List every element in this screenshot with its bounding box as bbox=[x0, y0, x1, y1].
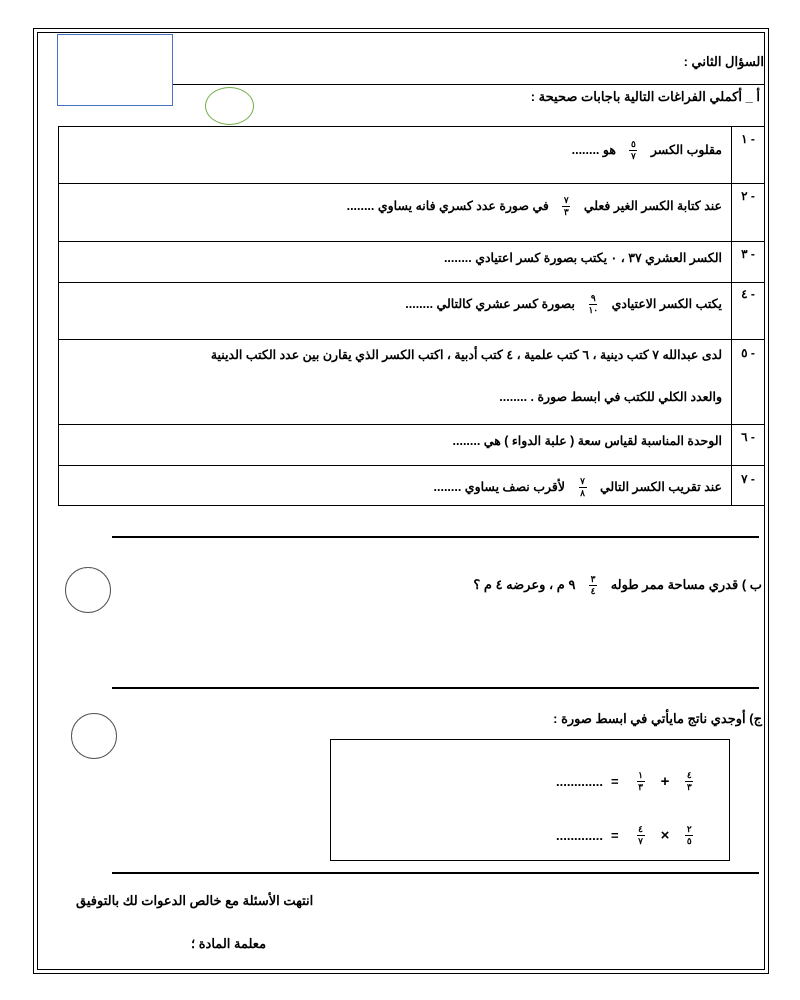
header-divider bbox=[173, 84, 765, 85]
item-3-text: الكسر العشري ٣٧ ، ٠ يكتب بصورة كسر اعتيادي ........ bbox=[443, 251, 722, 265]
eq2-blank: ............. bbox=[556, 828, 603, 843]
item-7-number: ٧ - bbox=[741, 472, 755, 486]
item-4-text: يكتب الكسر الاعتيادي $\frac{٩}{١٠}$ بصورة كسر عشري كالتالي ........ bbox=[405, 293, 722, 315]
item-2-text: عند كتابة الكسر الغير فعلي $\frac{٧}{٣}$ في صورة عدد كسري فانه يساوي ........ bbox=[346, 195, 722, 217]
item-5-line2: والعدد الكلي للكتب في ابسط صورة . ........ bbox=[499, 390, 722, 404]
eq2-operator: × bbox=[660, 827, 670, 844]
divider-b bbox=[112, 536, 759, 538]
eq1-blank: ............. bbox=[556, 774, 603, 789]
item-5-line1: لدى عبدالله ٧ كتب دينية ، ٦ كتب علمية ، ٤ كتب أدبية ، اكتب الكسر الذي يقارن بين عدد الكتب الدينية bbox=[210, 348, 722, 362]
equation-1 bbox=[556, 771, 703, 792]
equation-2 bbox=[556, 825, 703, 846]
item-6-number: ٦ - bbox=[741, 430, 755, 444]
green-circle bbox=[205, 87, 254, 125]
eq1-operator: + bbox=[660, 773, 670, 790]
part-b-fraction: $\frac{٣}{٤}$ bbox=[590, 574, 596, 596]
eq2-equals: = bbox=[610, 828, 619, 843]
item-5-number: ٥ - bbox=[741, 346, 755, 360]
part-b-question: ب ) قدري مساحة ممر طوله $\frac{٣}{٤}$ ٩ م ، وعرضه ٤ م ؟ bbox=[473, 574, 762, 596]
item-4-fraction: $\frac{٩}{١٠}$ bbox=[588, 293, 599, 315]
item-6-text: الوحدة المناسبة لقياس سعة ( علبة الدواء ) هي ........ bbox=[452, 434, 722, 448]
item-7-text: عند تقريب الكسر التالي $\frac{٧}{٨}$ لأقرب نصف يساوي ........ bbox=[433, 476, 722, 498]
score-circle-b bbox=[65, 567, 111, 613]
item-4-number: ٤ - bbox=[741, 287, 755, 301]
eq1-fraction-a: $\frac{٤}{٣}$ bbox=[686, 770, 692, 792]
item-1-number: ١ - bbox=[741, 132, 755, 146]
eq1-fraction-b: $\frac{١}{٣}$ bbox=[638, 770, 643, 792]
item-7-fraction: $\frac{٧}{٨}$ bbox=[580, 476, 585, 498]
eq2-fraction-a: $\frac{٢}{٥}$ bbox=[686, 824, 692, 846]
score-box bbox=[57, 34, 173, 106]
divider-c bbox=[112, 687, 759, 689]
teacher-signature: معلمة المادة ؛ bbox=[191, 936, 267, 951]
item-2-fraction: $\frac{٧}{٣}$ bbox=[563, 195, 569, 217]
eq2-fraction-b: $\frac{٤}{٧}$ bbox=[638, 824, 643, 846]
eq1-equals: = bbox=[610, 774, 619, 789]
item-1-fraction: $\frac{٥}{٧}$ bbox=[631, 139, 636, 161]
item-2-number: ٢ - bbox=[741, 189, 755, 203]
part-a-title: أ _ أكملي الفراغات التالية باجابات صحيحة : bbox=[530, 89, 760, 104]
section-title: السؤال الثاني : bbox=[683, 54, 764, 69]
divider-footer bbox=[112, 872, 759, 874]
part-c-title: ج) أوجدي ناتج مايأتي في ابسط صورة : bbox=[553, 711, 762, 726]
score-circle-c bbox=[71, 713, 117, 759]
closing-message: انتهت الأسئلة مع خالص الدعوات لك بالتوفيق bbox=[76, 893, 314, 908]
item-3-number: ٣ - bbox=[741, 247, 755, 261]
item-1-text: مقلوب الكسر $\frac{٥}{٧}$ هو ........ bbox=[571, 139, 722, 161]
